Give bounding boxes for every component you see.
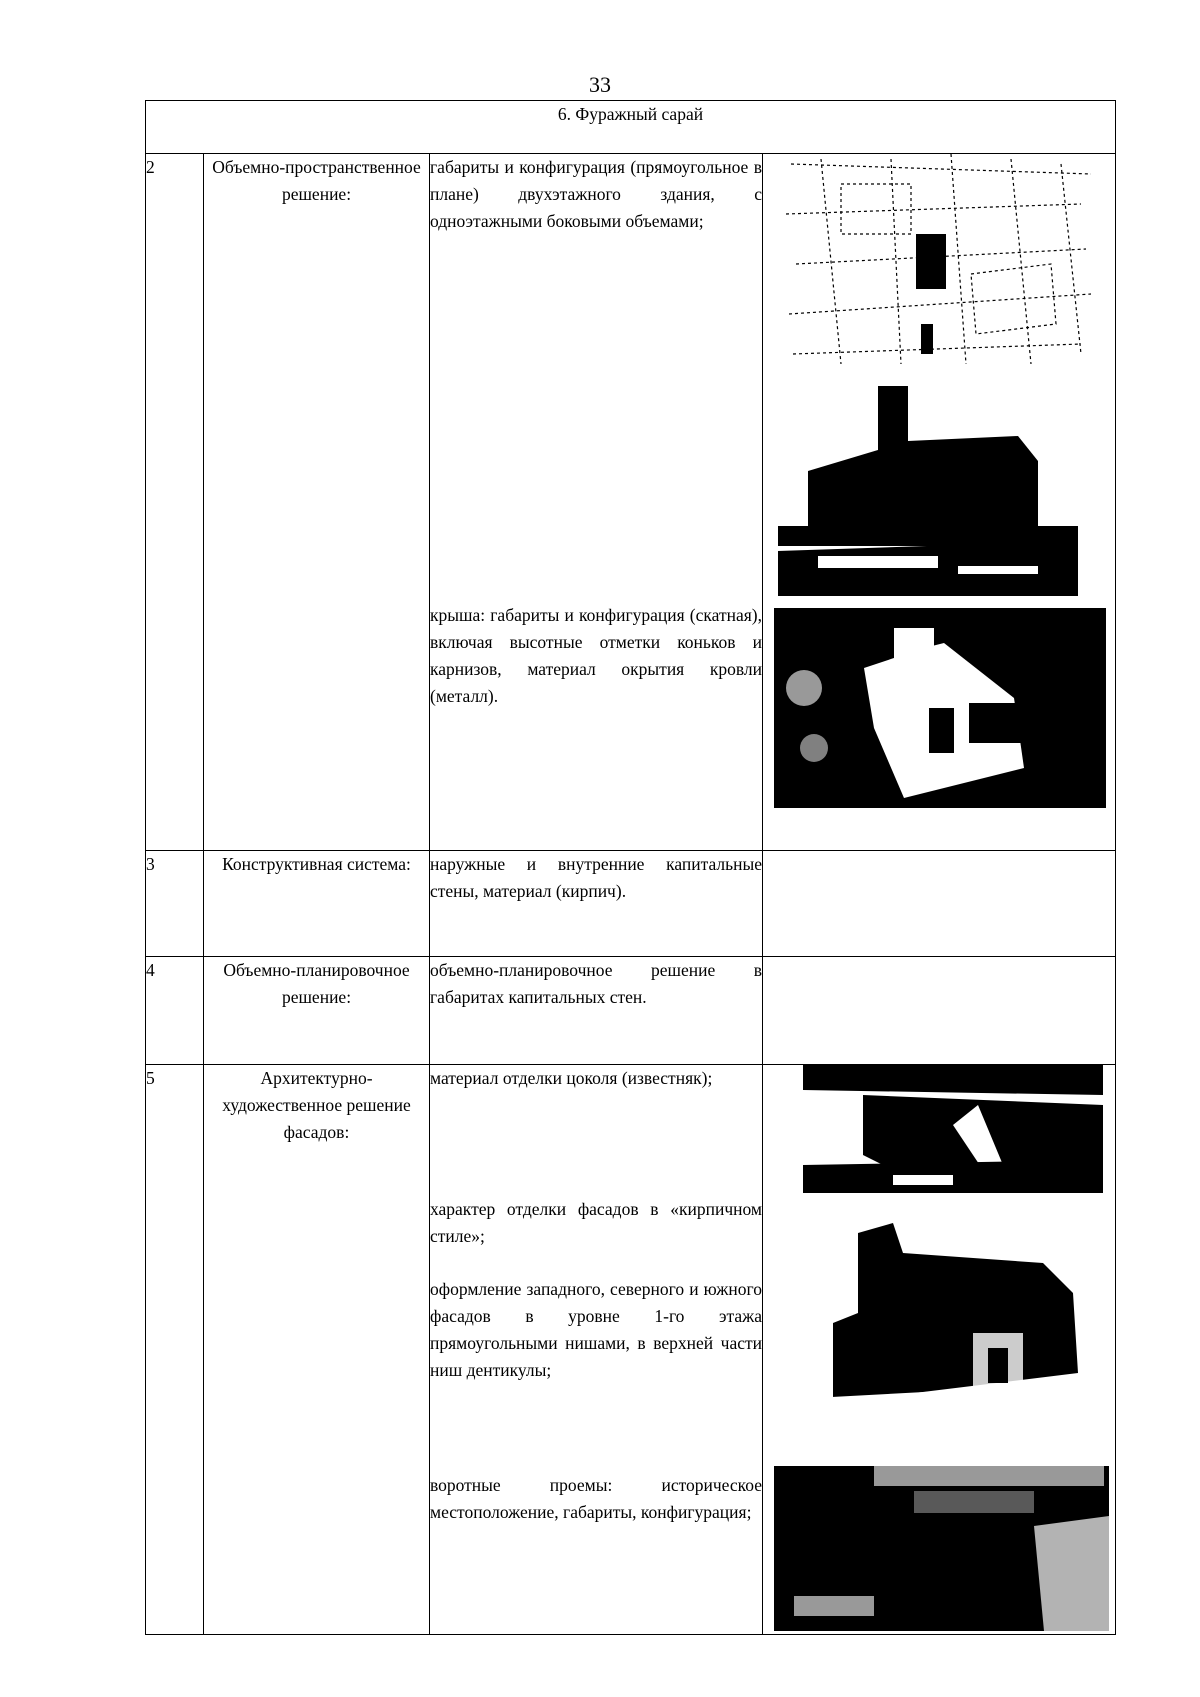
photo-cell	[763, 1065, 1116, 1635]
element-name: Объемно-планировочное решение:	[204, 957, 430, 1065]
description-paragraph: оформление западного, северного и южного фасадов в уровне 1-го этажа прямоугольными нишами, в верхней части ниш дентикулы;	[430, 1279, 762, 1380]
row-number: 4	[146, 957, 204, 1065]
table-row	[146, 1065, 1116, 1635]
page-number: 33	[589, 72, 611, 97]
building-photo	[778, 381, 1078, 596]
description-paragraph: материал отделки цоколя (известняк);	[430, 1068, 713, 1088]
element-description	[430, 851, 763, 957]
section-header-row	[146, 101, 1116, 154]
description-paragraph: воротные проемы: историческое местоположение, габариты, конфигурация;	[430, 1475, 762, 1522]
gate-photo	[774, 1466, 1109, 1631]
description-paragraph: объемно-планировочное решение в габаритах капитальных стен.	[430, 960, 762, 1007]
table-row	[146, 154, 1116, 851]
table-row	[146, 957, 1116, 1065]
description-paragraph: наружные и внутренние капитальные стены, материал (кирпич).	[430, 854, 762, 901]
section-title: 6. Фуражный сарай	[146, 101, 1116, 154]
table-row	[146, 851, 1116, 957]
row-number: 3	[146, 851, 204, 957]
element-name: Объемно-пространственное решение:	[204, 154, 430, 851]
plinth-photo	[803, 1065, 1103, 1193]
element-description	[430, 154, 763, 851]
element-name: Конструктивная система:	[204, 851, 430, 957]
row-number: 2	[146, 154, 204, 851]
site-plan-image	[781, 154, 1101, 369]
aerial-photo	[774, 608, 1106, 808]
photo-cell	[763, 851, 1116, 957]
description-paragraph: габариты и конфигурация (прямоугольное в плане) двухэтажного здания, с одноэтажными боковыми объемами;	[430, 157, 762, 231]
photo-cell	[763, 957, 1116, 1065]
element-description	[430, 957, 763, 1065]
monument-elements-table	[145, 100, 1116, 1635]
element-name: Архитектурно-художественное решение фасадов:	[204, 1065, 430, 1635]
description-paragraph: крыша: габариты и конфигурация (скатная), включая высотные отметки коньков и карнизов, материал окрытия кровли (металл).	[430, 605, 762, 706]
facade-photo	[813, 1223, 1093, 1418]
description-paragraph: характер отделки фасадов в «кирпичном стиле»;	[430, 1199, 762, 1246]
element-description	[430, 1065, 763, 1635]
row-number: 5	[146, 1065, 204, 1635]
photo-cell	[763, 154, 1116, 851]
